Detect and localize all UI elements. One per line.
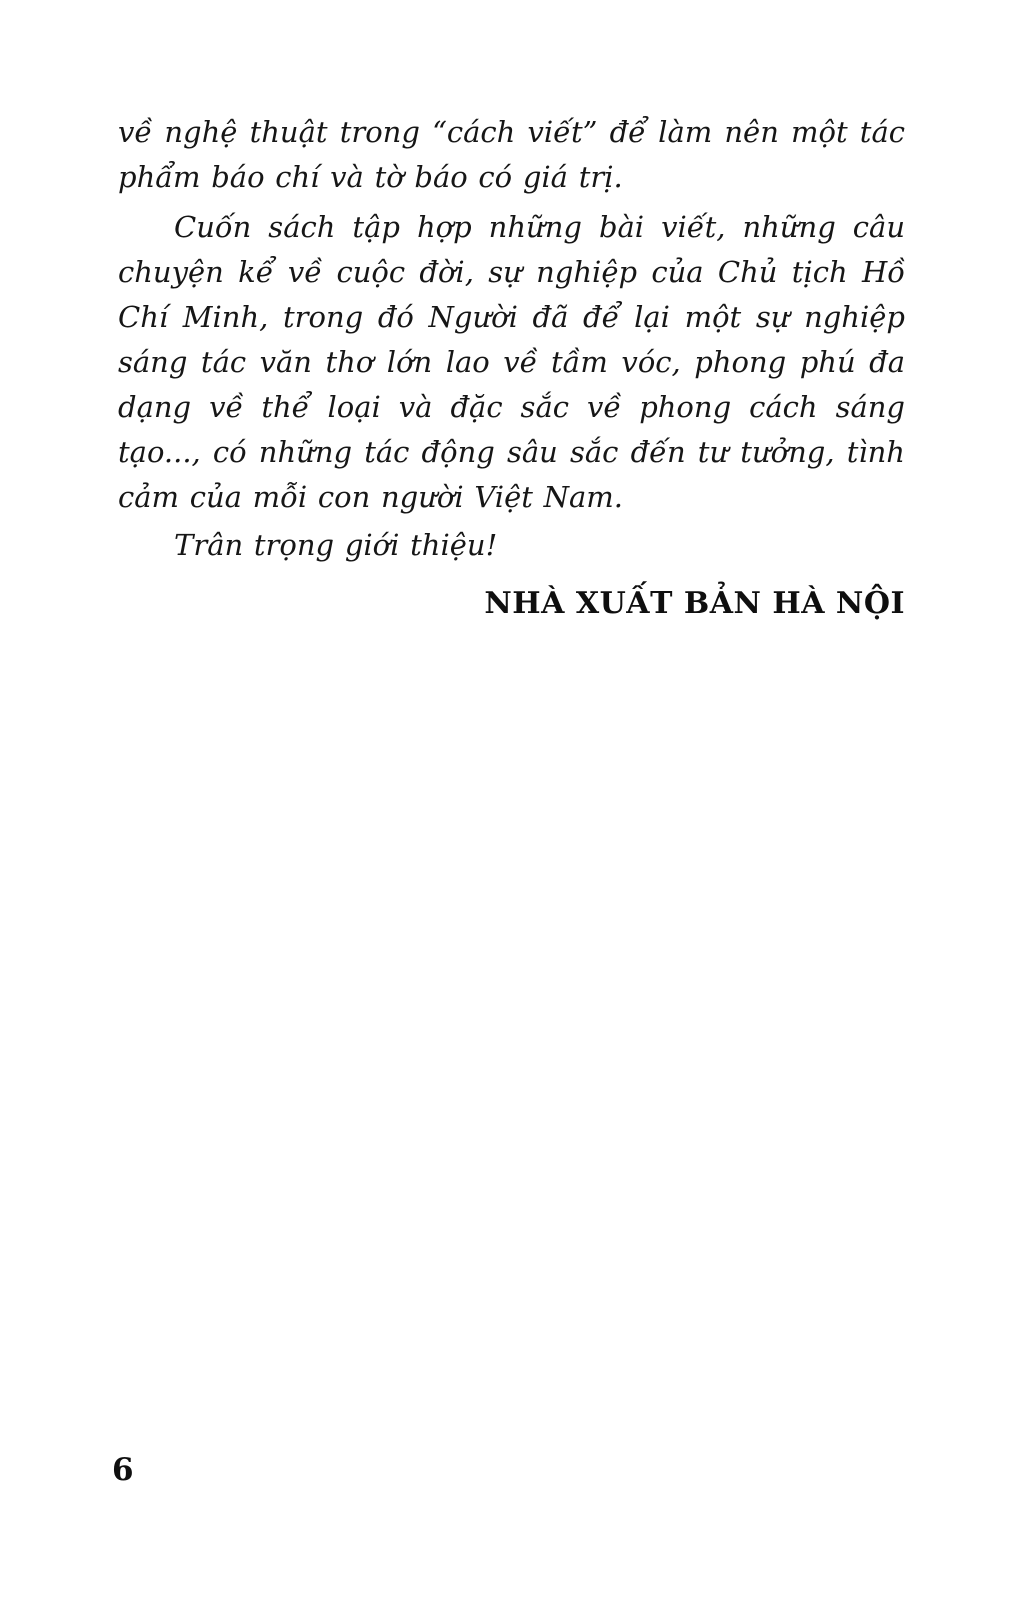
paragraph-continuation: về nghệ thuật trong “cách viết” để làm nên một tác phẩm báo chí và tờ báo có giá trị. [118,115,905,194]
page-number: 6 [112,1452,134,1488]
body-text-block [118,110,905,623]
paragraph-summary: Cuốn sách tập hợp những bài viết, những câu chuyện kể về cuộc đời, sự nghiệp của Chủ tịch Hồ Chí Minh, trong đó Người đã để lại một sự nghiệp sáng tác văn thơ lớn lao về tầm vóc, phong phú đa dạng về thể loại và đặc sắc về phong cách sáng tạo..., có những tác động sâu sắc đến tư tưởng, tình cảm của mỗi con người Việt Nam. [118,210,905,514]
publisher-name: NHÀ XUẤT BẢN HÀ NỘI [484,586,905,621]
closing-line: Trân trọng giới thiệu! [174,528,498,562]
